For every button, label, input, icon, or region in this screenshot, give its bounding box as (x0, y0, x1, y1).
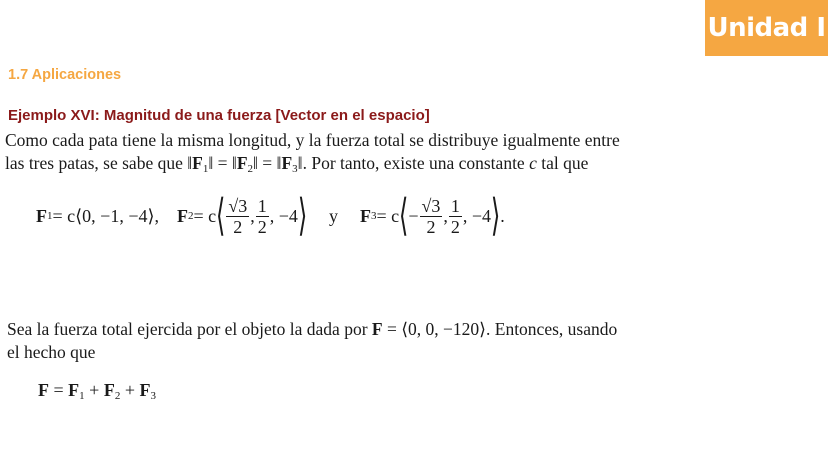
paragraph-1-line-2b: . Por tanto, existe una constante (302, 153, 530, 173)
f3-term: F 3 = c ⟨ − $\frac{√3}{2}$ , $\frac{1}{2}$ , −4 ⟩ . (360, 191, 505, 240)
paragraph-1-line-1: Como cada pata tiene la misma longitud, y la fuerza total se distribuye igualmente entre (5, 130, 620, 150)
unit-badge: Unidad I (705, 0, 828, 56)
equation-2: $F = F_1 + F_2 + F_3$ (38, 380, 156, 402)
constant-c: c (529, 153, 537, 173)
norm-equality: $‖F_1‖$ = $‖F_2‖$ = $‖F_3‖$ (187, 153, 303, 175)
conjunction-y: y (329, 205, 339, 226)
example-title: Ejemplo XVI: Magnitud de una fuerza [Vector en el espacio] (8, 107, 430, 124)
f1-term: F 1 = c⟨0, −1, −4⟩, (36, 205, 159, 226)
section-title: 1.7 Aplicaciones (8, 67, 122, 83)
paragraph-2 (7, 318, 697, 364)
f2-term: F 2 = c ⟨ $\frac{√3}{2}$ , $\frac{1}{2}$ , −4 ⟩ (177, 191, 308, 240)
paragraph-1-line-2a: las tres patas, se sabe que (5, 153, 188, 173)
paragraph-2-line-1: Sea la fuerza total ejercida por el objeto la dada por F = ⟨0, 0, −120⟩. Entonces, usando (7, 319, 618, 339)
paragraph-1-line-2 (5, 152, 695, 181)
paragraph-1 (5, 129, 695, 181)
paragraph-2-line-2: el hecho que (7, 342, 96, 362)
equation-1 (36, 190, 505, 242)
paragraph-1-line-2c: tal que (536, 153, 589, 173)
